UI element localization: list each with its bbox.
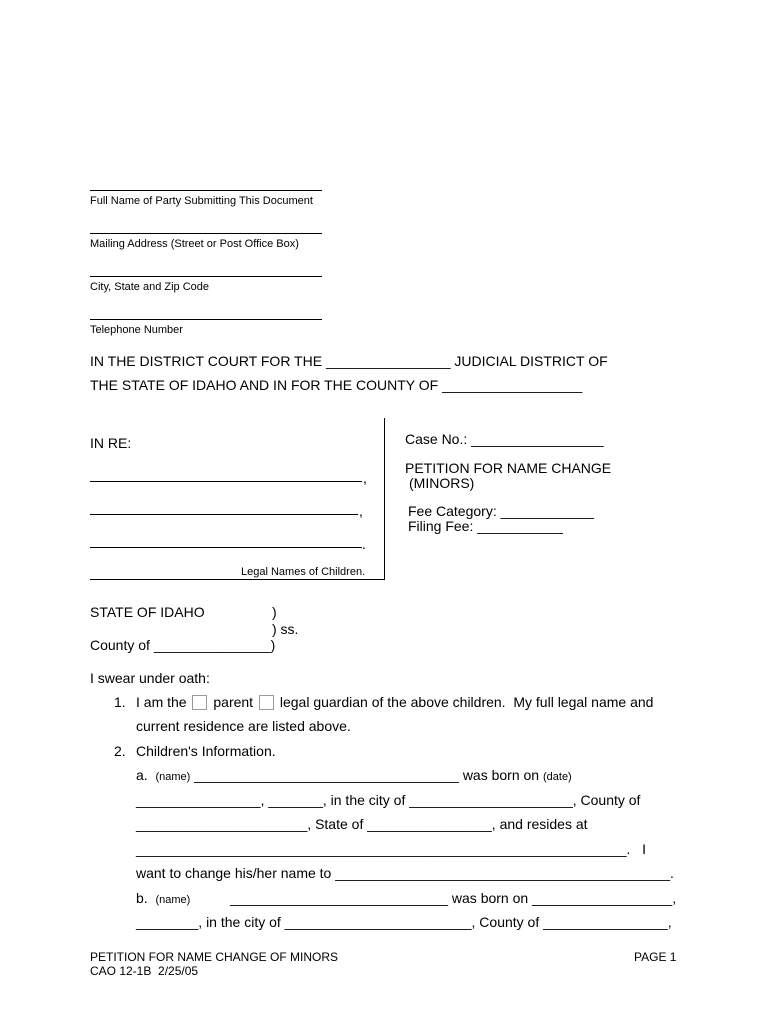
caption-bottom-line [90, 579, 384, 580]
child-a-line-1 [136, 767, 572, 786]
oath-statement: I swear under oath: [90, 670, 210, 686]
party-name-line[interactable] [90, 190, 322, 191]
petition-title-1: PETITION FOR NAME CHANGE [405, 460, 612, 476]
child-name-line-3[interactable] [90, 547, 362, 548]
footer-page-number: PAGE 1 [634, 950, 677, 964]
petition-title-2: (MINORS) [409, 475, 475, 491]
venue-county: County of _______________) [90, 637, 276, 653]
telephone-label: Telephone Number [90, 324, 183, 336]
city-state-zip-label: City, State and Zip Code [90, 281, 210, 293]
item-1-text-a: I am the [136, 694, 187, 710]
child-b-label: b. [136, 890, 148, 906]
item-2-number: 2. [114, 743, 126, 759]
child-a-line-4[interactable]: _______________________________________________________________. I [136, 841, 646, 857]
court-line-1: IN THE DISTRICT COURT FOR THE ________________ JUDICIAL DISTRICT OF [90, 353, 608, 369]
in-re-label: IN RE: [90, 435, 132, 451]
item-1-line-1 [136, 694, 653, 711]
child-name-comma-2: , [359, 503, 363, 519]
footer-form-id: CAO 12-1B 2/25/05 [90, 964, 199, 978]
parent-checkbox[interactable] [192, 695, 207, 710]
venue-paren: ) [272, 604, 277, 620]
child-a-line-3[interactable]: ______________________, State of ________________, and resides at [136, 816, 588, 832]
child-b-line-1 [136, 890, 190, 909]
child-name-line-2[interactable] [90, 514, 358, 515]
child-a-date-tag: (date) [542, 771, 572, 783]
child-a-line-5[interactable]: want to change his/her name to ___________________________________________. [136, 865, 674, 881]
legal-names-label: Legal Names of Children. [241, 566, 366, 578]
child-a-name-field[interactable]: __________________________________ was born on [190, 767, 543, 783]
party-name-label: Full Name of Party Submitting This Document [90, 195, 313, 207]
item-1-line-2: current residence are listed above. [136, 718, 351, 734]
mailing-address-line[interactable] [90, 233, 322, 234]
caption-divider [384, 418, 385, 580]
child-a-line-2[interactable]: ________________, _______, in the city of _____________________, County of [136, 792, 641, 808]
venue-ss: ) ss. [272, 621, 299, 637]
telephone-line[interactable] [90, 319, 322, 320]
item-2-heading: Children's Information. [136, 743, 276, 759]
city-state-zip-line[interactable] [90, 276, 322, 277]
child-a-name-tag: (name) [155, 771, 191, 783]
guardian-checkbox[interactable] [259, 695, 274, 710]
filing-fee: Filing Fee: ___________ [408, 518, 563, 534]
venue-state: STATE OF IDAHO [90, 604, 205, 620]
child-name-comma-1: , [363, 470, 367, 486]
case-number: Case No.: _________________ [405, 431, 604, 447]
child-b-line-2[interactable]: ________, in the city of ________________________, County of ________________, [136, 914, 672, 930]
fee-category: Fee Category: ____________ [408, 503, 595, 519]
item-1-number: 1. [114, 694, 126, 710]
item-1-parent-label: parent [213, 694, 254, 710]
child-b-name-tag: (name) [155, 894, 191, 906]
footer-title: PETITION FOR NAME CHANGE OF MINORS [90, 950, 339, 964]
child-b-name-field[interactable]: ____________________________ was born on __________________, [230, 890, 677, 906]
child-a-label: a. [136, 767, 148, 783]
item-1-text-b: legal guardian of the above children. My full legal name and [279, 694, 654, 710]
court-line-2: THE STATE OF IDAHO AND IN FOR THE COUNTY OF __________________ [90, 377, 583, 393]
child-name-line-1[interactable] [90, 481, 362, 482]
child-name-period: . [362, 536, 366, 552]
mailing-address-label: Mailing Address (Street or Post Office Box) [90, 238, 299, 250]
